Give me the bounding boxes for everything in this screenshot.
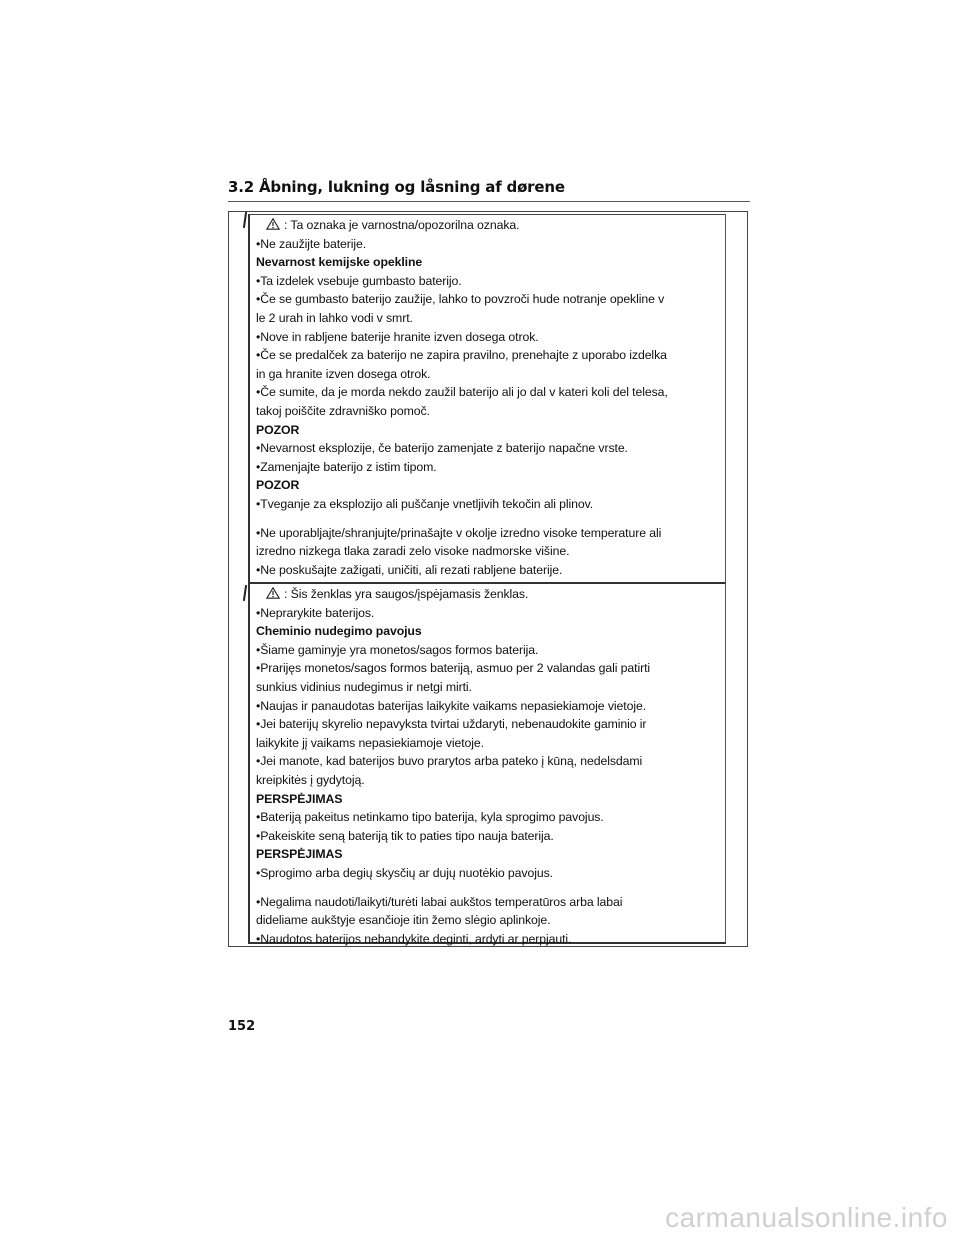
slovenian-line: •Nevarnost eksplozije, če baterijo zamenjate z baterijo napačne vrste. bbox=[256, 441, 628, 456]
slovenian-line: •Zamenjajte baterijo z istim tipom. bbox=[256, 459, 437, 474]
slovenian-icon-line bbox=[256, 216, 722, 235]
lithuanian-line: •Prarijęs monetos/sagos formos bateriją, asmuo per 2 valandas gali patirti bbox=[256, 661, 651, 676]
lithuanian-line: •Neprarykite baterijos. bbox=[256, 605, 375, 620]
slovenian-text bbox=[256, 216, 722, 579]
slovenian-line: •Ne poskušajte zažigati, uničiti, ali rezati rabljene baterije. bbox=[256, 562, 563, 577]
lithuanian-line: •Šiame gaminyje yra monetos/sagos formos baterija. bbox=[256, 642, 539, 657]
lithuanian-line: kreipkitės į gydytoją. bbox=[256, 772, 365, 787]
lithuanian-icon-caption: : Šis ženklas yra saugos/įspėjamasis ženklas. bbox=[284, 587, 529, 601]
slovenian-icon-caption: : Ta oznaka je varnostna/opozorilna oznaka. bbox=[284, 218, 520, 232]
slovenian-line: POZOR bbox=[256, 422, 300, 437]
slovenian-line: •Če sumite, da je morda nekdo zaužil baterijo ali jo dal v kateri koli del telesa, bbox=[256, 385, 668, 400]
lithuanian-icon-line bbox=[256, 585, 722, 604]
lithuanian-line: •Sprogimo arba degių skysčių ar dujų nuotėkio pavojus. bbox=[256, 865, 553, 880]
lithuanian-line bbox=[256, 883, 722, 893]
slovenian-line: takoj poiščite zdravniško pomoč. bbox=[256, 403, 430, 418]
lithuanian-line: •Jei manote, kad baterijos buvo prarytos arba pateko į kūną, nedelsdami bbox=[256, 754, 643, 769]
page-number: 152 bbox=[228, 1019, 256, 1034]
lithuanian-line: •Naujas ir panaudotas baterijas laikykite vaikams nepasiekiamoje vietoje. bbox=[256, 698, 647, 713]
slovenian-line: le 2 urah in lahko vodi v smrt. bbox=[256, 310, 413, 325]
lithuanian-line: •Naudotos baterijos nebandykite deginti, ardyti ar perpjauti. bbox=[256, 931, 572, 946]
slovenian-line: izredno nizkega tlaka zaradi zelo visoke nadmorske višine. bbox=[256, 544, 570, 559]
slovenian-line: •Če se predalček za baterijo ne zapira pravilno, prenehajte z uporabo izdelka bbox=[256, 348, 667, 363]
lithuanian-line: PERSPĖJIMAS bbox=[256, 791, 343, 806]
lithuanian-line: Cheminio nudegimo pavojus bbox=[256, 624, 422, 639]
slovenian-line: •Ne uporabljajte/shranjujte/prinašajte v okolje izredno visoke temperature ali bbox=[256, 525, 662, 540]
slovenian-line: •Ne zaužijte baterije. bbox=[256, 236, 367, 251]
slovenian-line bbox=[256, 514, 722, 524]
warning-triangle-icon bbox=[266, 587, 280, 599]
slovenian-line: •Tveganje za eksplozijo ali puščanje vnetljivih tekočin ali plinov. bbox=[256, 496, 594, 511]
warning-triangle-icon bbox=[266, 218, 280, 230]
lithuanian-line: •Negalima naudoti/laikyti/turėti labai aukštos temperatūros arba labai bbox=[256, 894, 623, 909]
lithuanian-line: laikykite jį vaikams nepasiekiamoje vietoje. bbox=[256, 735, 484, 750]
section-title: 3.2 Åbning, lukning og låsning af dørene bbox=[228, 178, 565, 196]
lithuanian-line: sunkius vidinius nudegimus ir netgi mirti. bbox=[256, 679, 472, 694]
slovenian-line: •Ta izdelek vsebuje gumbasto baterijo. bbox=[256, 273, 462, 288]
lithuanian-line: dideliame aukštyje esančioje itin žemo slėgio aplinkoje. bbox=[256, 913, 551, 928]
lithuanian-line: •Bateriją pakeitus netinkamo tipo baterija, kyla sprogimo pavojus. bbox=[256, 810, 604, 825]
slovenian-line: Nevarnost kemijske opekline bbox=[256, 255, 423, 270]
lithuanian-line: •Jei baterijų skyrelio nepavyksta tvirtai uždaryti, nebenaudokite gaminio ir bbox=[256, 717, 647, 732]
slovenian-line: •Nove in rabljene baterije hranite izven dosega otrok. bbox=[256, 329, 539, 344]
lithuanian-line: PERSPĖJIMAS bbox=[256, 847, 343, 862]
header-divider bbox=[228, 201, 750, 202]
slovenian-line: •Če se gumbasto baterijo zaužije, lahko to povzroči hude notranje opekline v bbox=[256, 292, 665, 307]
watermark: carmanualsonline.info bbox=[665, 1202, 948, 1233]
slovenian-line: POZOR bbox=[256, 478, 300, 493]
slovenian-line: in ga hranite izven dosega otrok. bbox=[256, 366, 431, 381]
lithuanian-line: •Pakeiskite seną bateriją tik to paties tipo nauja baterija. bbox=[256, 828, 554, 843]
lithuanian-text bbox=[256, 585, 722, 948]
